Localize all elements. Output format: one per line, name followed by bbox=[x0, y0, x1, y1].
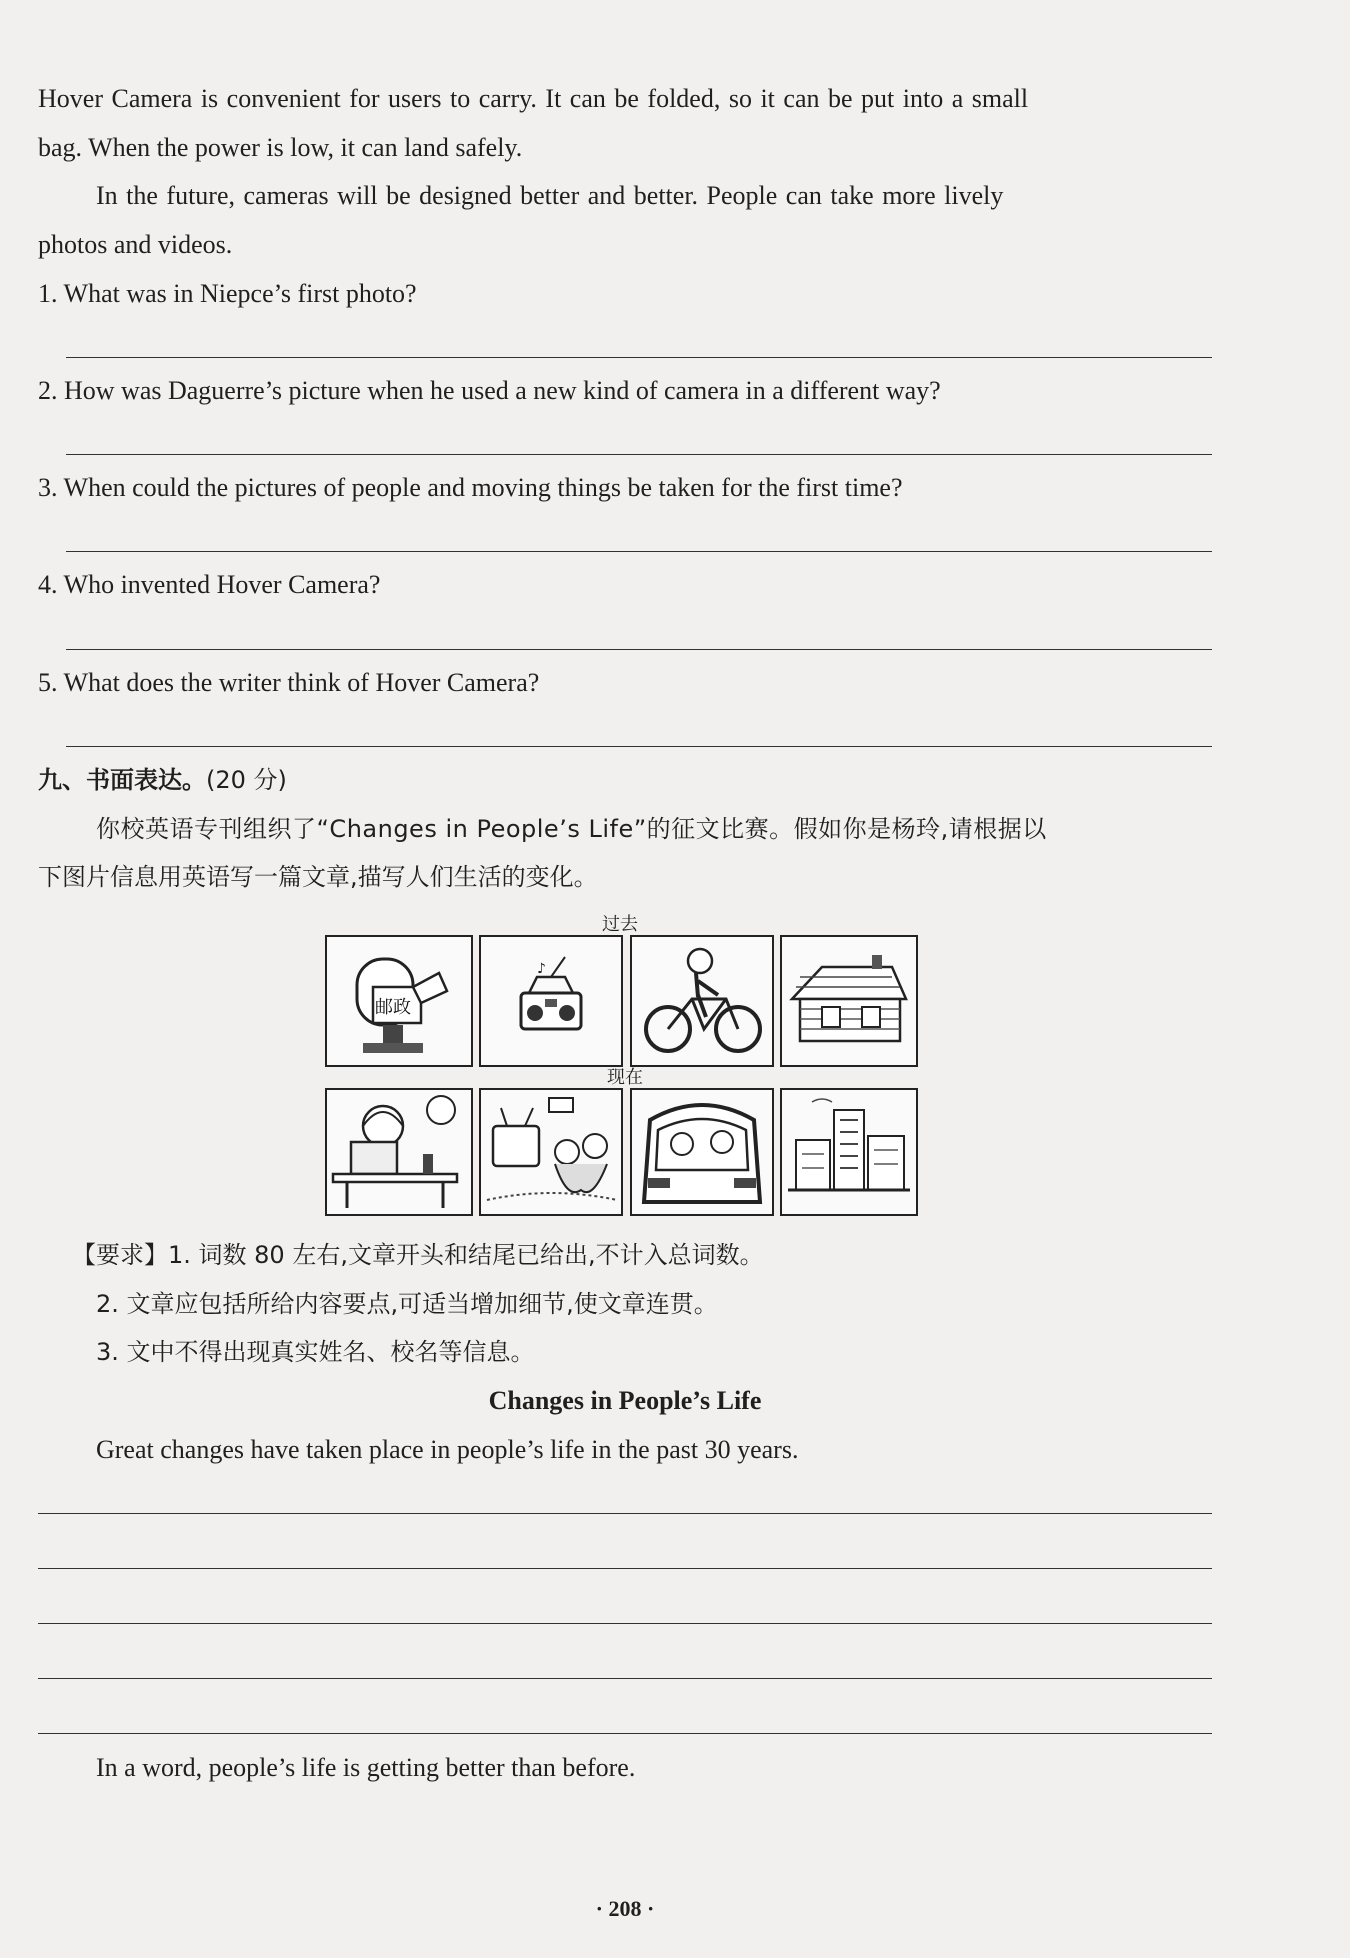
question-1: 1. What was in Niepce’s first photo? bbox=[38, 279, 417, 308]
answer-line-2[interactable] bbox=[66, 454, 1212, 455]
car-icon bbox=[632, 1090, 772, 1214]
essay-title: Changes in People’s Life bbox=[488, 1386, 762, 1415]
now-picture-city bbox=[780, 1088, 918, 1216]
passage-line-1: Hover Camera is convenient for users to carry. It can be folded, so it can be put into a small bbox=[38, 84, 1029, 113]
question-2: 2. How was Daguerre’s picture when he used a new kind of camera in a different way? bbox=[38, 376, 941, 405]
now-picture-television bbox=[479, 1088, 623, 1216]
section-score: (20 分) bbox=[206, 766, 287, 794]
section-intro-1: 你校英语专刊组织了“Changes in People’s Life”的征文比赛。假如你是杨玲,请根据以 bbox=[96, 815, 1047, 843]
radio-icon bbox=[481, 937, 621, 1065]
question-3: 3. When could the pictures of people and moving things be taken for the first time? bbox=[38, 473, 903, 502]
svg-text:♪: ♪ bbox=[537, 961, 546, 977]
writing-line-1[interactable] bbox=[38, 1513, 1212, 1514]
requirement-3: 3. 文中不得出现真实姓名、校名等信息。 bbox=[96, 1338, 535, 1366]
passage-line-2: bag. When the power is low, it can land safely. bbox=[38, 133, 523, 162]
essay-opening: Great changes have taken place in people’s life in the past 30 years. bbox=[96, 1435, 799, 1464]
bicycle-icon bbox=[632, 937, 772, 1065]
writing-line-2[interactable] bbox=[38, 1568, 1212, 1569]
writing-line-5[interactable] bbox=[38, 1733, 1212, 1734]
old-house-icon bbox=[782, 937, 916, 1065]
writing-line-3[interactable] bbox=[38, 1623, 1212, 1624]
essay-closing: In a word, people’s life is getting better than before. bbox=[96, 1753, 636, 1782]
writing-line-4[interactable] bbox=[38, 1678, 1212, 1679]
computer-user-icon bbox=[327, 1090, 471, 1214]
city-buildings-icon bbox=[782, 1090, 916, 1214]
past-picture-bicycle bbox=[630, 935, 774, 1067]
past-picture-old-house bbox=[780, 935, 918, 1067]
requirement-2: 2. 文章应包括所给内容要点,可适当增加细节,使文章连贯。 bbox=[96, 1290, 718, 1318]
answer-line-1[interactable] bbox=[66, 357, 1212, 358]
label-now: 现在 bbox=[607, 1067, 643, 1088]
past-picture-mailbox bbox=[325, 935, 473, 1067]
page-number: · 208 · bbox=[595, 1896, 655, 1921]
label-past: 过去 bbox=[602, 914, 638, 935]
requirement-1: 【要求】1. 词数 80 左右,文章开头和结尾已给出,不计入总词数。 bbox=[72, 1241, 764, 1269]
svg-text:邮政: 邮政 bbox=[375, 997, 411, 1018]
mailbox-icon bbox=[327, 937, 471, 1065]
section-heading: 九、书面表达。 bbox=[38, 766, 206, 794]
answer-line-3[interactable] bbox=[66, 551, 1212, 552]
section-intro-2: 下图片信息用英语写一篇文章,描写人们生活的变化。 bbox=[38, 863, 598, 891]
television-icon bbox=[481, 1090, 621, 1214]
passage-line-4: photos and videos. bbox=[38, 230, 233, 259]
question-4: 4. Who invented Hover Camera? bbox=[38, 570, 381, 599]
now-picture-computer bbox=[325, 1088, 473, 1216]
now-picture-car bbox=[630, 1088, 774, 1216]
answer-line-5[interactable] bbox=[66, 746, 1212, 747]
passage-line-3: In the future, cameras will be designed better and better. People can take more lively bbox=[96, 181, 1004, 210]
section-heading-row bbox=[38, 765, 287, 795]
question-5: 5. What does the writer think of Hover Camera? bbox=[38, 668, 540, 697]
answer-line-4[interactable] bbox=[66, 649, 1212, 650]
past-picture-radio bbox=[479, 935, 623, 1067]
